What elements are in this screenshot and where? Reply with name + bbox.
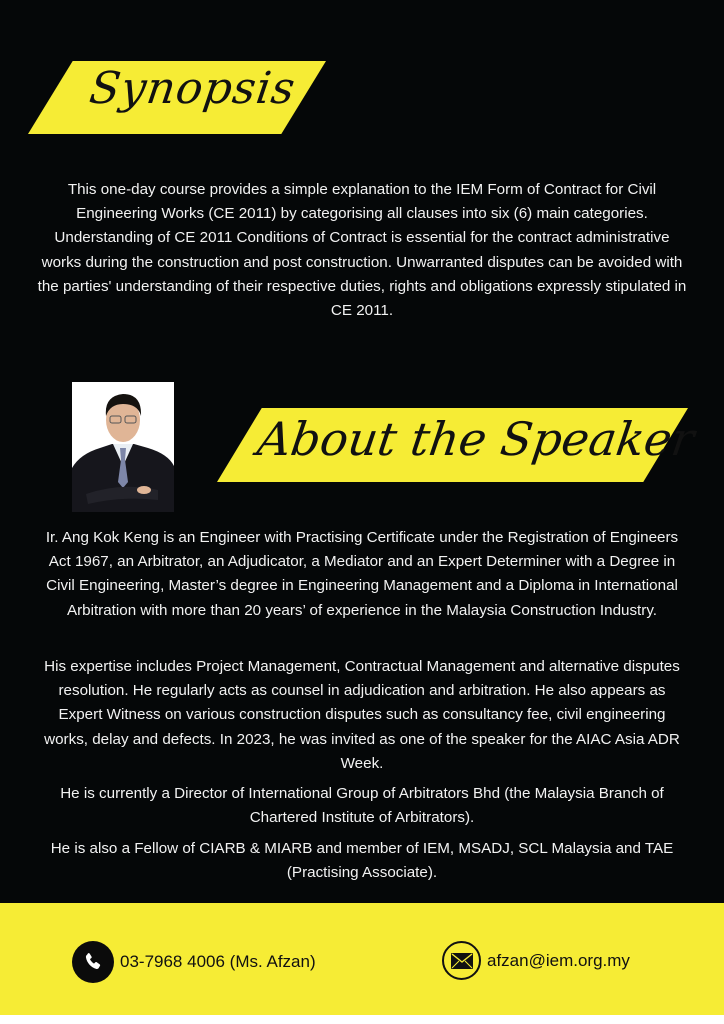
- speaker-bio-paragraph: His expertise includes Project Management, Contractual Management and alternative disputes resolution. He regularly acts as counsel in adjudication and arbitration. He also appears as Expert Witness on various construction disputes such as consultancy fee, civil engineering works, delay and defects. In 2023, he was invited as one of the speaker for the AIAC Asia ADR Week.: [44, 658, 680, 772]
- synopsis-heading: Synopsis: [86, 63, 299, 114]
- email-address: afzan@iem.org.my: [487, 950, 630, 970]
- speaker-bio-paragraph: Ir. Ang Kok Keng is an Engineer with Practising Certificate under the Registration of Engineers Act 1967, an Arbitrator, an Adjudicator, a Mediator and an Expert Determiner with a Degree in Civil Engineering, Master’s degree in Engineering Management and a Diploma in International Arbitration with more than 20 years’ of experience in the Malaysia Construction Industry.: [45, 529, 679, 619]
- synopsis-text: This one-day course provides a simple explanation to the IEM Form of Contract for Civil Engineering Works (CE 2011) by categorising all clauses into six (6) main categories. Understanding of CE 2011 Conditions of Contract is essential for the contract administrative works during the construction and post construction. Unwarranted disputes can be avoided with the parties' understanding of their respective duties, rights and obligations expressly stipulated in CE 2011.: [37, 181, 687, 320]
- envelope-icon: [442, 941, 481, 980]
- phone-icon: [72, 941, 114, 983]
- phone-contact[interactable]: [72, 941, 316, 983]
- email-contact[interactable]: [442, 941, 630, 980]
- about-speaker-heading: About the Speaker: [254, 412, 698, 466]
- speaker-bio-paragraph: He is currently a Director of International Group of Arbitrators Bhd (the Malaysia Branch of Chartered Institute of Arbitrators).: [60, 785, 664, 827]
- speaker-photo: [72, 382, 174, 512]
- speaker-portrait-icon: [72, 382, 174, 512]
- speaker-bio-paragraph: He is also a Fellow of CIARB & MIARB and member of IEM, MSADJ, SCL Malaysia and TAE (Practising Associate).: [50, 840, 674, 882]
- phone-number: 03-7968 4006 (Ms. Afzan): [120, 952, 316, 971]
